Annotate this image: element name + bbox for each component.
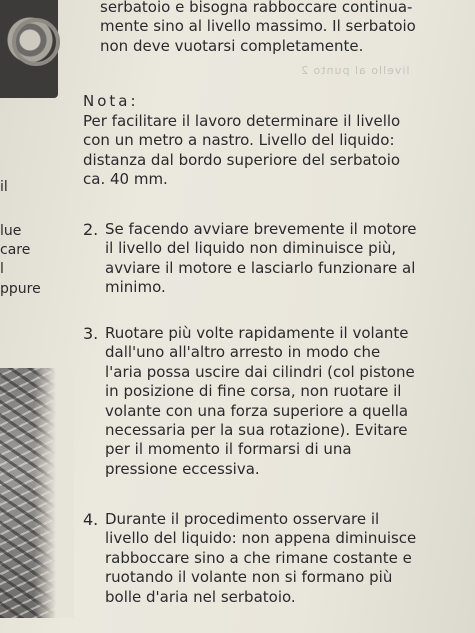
text-line: avviare il motore e lasciarlo funzionare al [105, 258, 416, 277]
left-column-fragment: il [0, 179, 8, 195]
text-line: livello del liquido: non appena diminuisce [105, 529, 417, 548]
text-line: ruotando il volante non si formano più [105, 568, 393, 587]
step-text [105, 324, 415, 479]
left-column-fragment: ppure [0, 281, 41, 297]
step-number: 3. [83, 324, 99, 343]
nota-heading: Nota: [83, 92, 139, 110]
text-line: Per facilitare il lavoro determinare il livello [83, 112, 401, 130]
text-line: rabboccare sino a che rimane costante e [105, 548, 412, 567]
step-text [105, 510, 416, 607]
left-column-fragment: l [0, 261, 4, 277]
pulley-ring-shape [12, 18, 60, 66]
text-line: serbatoio e bisogna rabboccare continua- [100, 0, 413, 16]
text-line: volante con una forza superiore a quella [105, 401, 409, 420]
text-line: l'aria possa uscire dai cilindri (col pistone [105, 362, 415, 381]
text-line: minimo. [105, 278, 166, 297]
show-through-text: livello al punto 2 [300, 64, 410, 77]
step-text [105, 220, 417, 298]
text-line: distanza dal bordo superiore del serbatoio [83, 150, 401, 169]
intro-paragraph [100, 0, 416, 56]
text-line: necessaria per la sua rotazione). Evitare [105, 421, 408, 440]
text-line: con un metro a nastro. Livello del liquido: [83, 131, 395, 150]
engine-photo-fragment [0, 0, 58, 98]
nota-paragraph [83, 112, 400, 190]
text-line: Se facendo avviare brevemente il motore [105, 220, 417, 238]
text-line: non deve vuotarsi completamente. [100, 36, 364, 55]
photo-fade [34, 368, 74, 618]
text-line: mente sino al livello massimo. Il serbatoio [100, 17, 416, 36]
step-number: 2. [83, 220, 99, 239]
left-column-fragment: care [0, 242, 31, 258]
left-column-fragment: lue [0, 223, 22, 239]
text-line: bolle d'aria nel serbatoio. [105, 587, 296, 606]
text-line: in posizione di fine corsa, non ruotare il [105, 382, 402, 401]
text-line: Durante il procedimento osservare il [105, 510, 380, 528]
text-line: il livello del liquido non diminuisce più, [105, 239, 397, 258]
text-line: ca. 40 mm. [83, 170, 168, 189]
text-line: per il momento il formarsi di una [105, 440, 352, 459]
text-line: Ruotare più volte rapidamente il volante [105, 324, 409, 342]
text-line: dall'uno all'altro arresto in modo che [105, 343, 381, 362]
text-line: pressione eccessiva. [105, 459, 260, 478]
step-number: 4. [83, 510, 99, 529]
